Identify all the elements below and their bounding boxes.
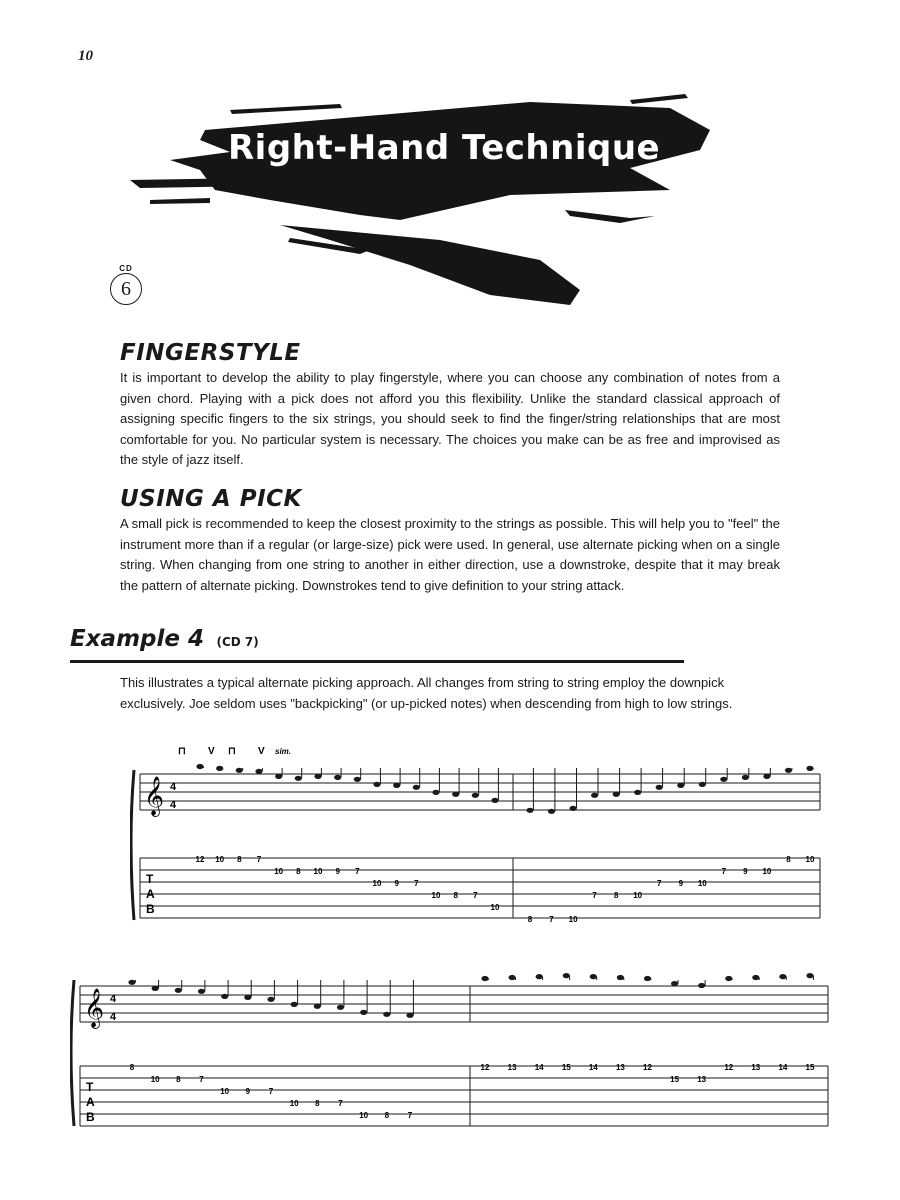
tab-fret-number: 9	[678, 879, 684, 888]
tab-fret-number: 10	[372, 879, 382, 888]
tab-fret-number: 10	[274, 867, 284, 876]
notehead	[255, 769, 262, 774]
tab-fret-number: 8	[384, 1111, 390, 1120]
tab-fret-number: 8	[613, 891, 619, 900]
tab-letter-b: B	[146, 902, 155, 916]
using-a-pick-section	[120, 486, 780, 596]
notehead	[267, 997, 274, 1002]
tab-fret-number: 10	[313, 867, 323, 876]
upstroke-mark: V	[258, 746, 265, 757]
notehead	[763, 774, 770, 779]
notehead	[337, 1005, 344, 1010]
title-banner	[110, 90, 710, 330]
using-a-pick-heading: USING A PICK	[120, 486, 302, 512]
tab-fret-number: 7	[592, 891, 597, 900]
treble-clef-icon: 𝄞	[144, 777, 165, 815]
notehead	[432, 790, 439, 795]
notehead	[383, 1012, 390, 1017]
tab-fret-number: 15	[561, 1063, 571, 1072]
tab-fret-number: 13	[751, 1063, 761, 1072]
tab-fret-number: 9	[335, 867, 340, 876]
tab-fret-number: 8	[786, 855, 791, 864]
heading-rule	[70, 660, 684, 663]
tab-letter-a: A	[86, 1095, 95, 1109]
tab-fret-number: 7	[407, 1111, 413, 1120]
tab-fret-number: 7	[256, 855, 262, 864]
tab-fret-number: 7	[414, 879, 419, 888]
tab-fret-number: 15	[805, 1063, 815, 1072]
treble-staff	[140, 774, 820, 810]
tab-fret-number: 9	[743, 867, 748, 876]
notehead	[406, 1013, 413, 1018]
tab-fret-number: 8	[453, 891, 458, 900]
treble-clef-icon: 𝄞	[84, 989, 105, 1027]
page-number: 10	[78, 48, 93, 64]
notehead	[373, 782, 380, 787]
notehead	[393, 783, 400, 788]
notehead	[671, 981, 678, 986]
tab-fret-number: 7	[656, 879, 662, 888]
example-cd-reference: (CD 7)	[216, 635, 259, 649]
tab-fret-number: 9	[245, 1087, 251, 1096]
tab-fret-number: 7	[721, 867, 727, 876]
tab-fret-number: 13	[507, 1063, 517, 1072]
time-signature-bottom: 4	[170, 799, 177, 811]
notehead	[291, 1002, 298, 1007]
notehead	[216, 766, 223, 771]
notehead	[570, 806, 577, 811]
notehead	[509, 975, 516, 980]
tab-fret-number: 10	[805, 855, 815, 864]
tab-staff	[140, 858, 820, 918]
notehead	[806, 973, 813, 978]
tab-fret-number: 8	[237, 855, 242, 864]
notehead	[314, 1004, 321, 1009]
time-signature-bottom: 4	[110, 1011, 117, 1023]
tab-fret-numbers	[130, 1063, 815, 1120]
notehead	[591, 793, 598, 798]
tab-fret-number: 8	[176, 1075, 181, 1084]
tab-fret-number: 8	[315, 1099, 320, 1108]
downstroke-mark: ⊓	[178, 746, 186, 757]
tab-fret-number: 10	[220, 1087, 230, 1096]
tab-fret-number: 7	[549, 915, 554, 924]
notehead	[725, 976, 732, 981]
brush-stroke-graphic	[110, 90, 710, 330]
tab-fret-number: 10	[215, 855, 225, 864]
tab-clef	[146, 872, 155, 916]
tab-letter-b: B	[86, 1110, 95, 1124]
tab-fret-number: 10	[697, 879, 707, 888]
upstroke-mark: V	[208, 746, 215, 757]
notehead	[175, 988, 182, 993]
tab-fret-number: 10	[633, 891, 643, 900]
tab-fret-number: 10	[359, 1111, 369, 1120]
notehead	[354, 777, 361, 782]
tab-fret-number: 10	[568, 915, 578, 924]
tab-fret-number: 7	[268, 1087, 274, 1096]
tab-clef	[86, 1080, 95, 1124]
notehead	[590, 974, 597, 979]
tab-fret-number: 10	[490, 903, 500, 912]
notehead	[677, 783, 684, 788]
music-system-2	[70, 960, 840, 1130]
tab-fret-number: 7	[199, 1075, 204, 1084]
notehead	[275, 774, 282, 779]
tab-fret-number: 10	[431, 891, 441, 900]
notehead	[698, 983, 705, 988]
notehead	[152, 986, 159, 991]
system-bracket	[131, 770, 134, 920]
notehead	[656, 785, 663, 790]
notehead	[295, 776, 302, 781]
music-system-1	[130, 740, 830, 925]
notehead	[779, 974, 786, 979]
notehead	[644, 976, 651, 981]
example-title: Example 4	[70, 626, 204, 652]
notehead	[613, 792, 620, 797]
tab-fret-number: 10	[762, 867, 772, 876]
notehead	[548, 809, 555, 814]
notehead	[742, 775, 749, 780]
tab-fret-numbers	[196, 855, 815, 924]
pick-direction-marks	[178, 746, 291, 757]
tab-fret-number: 14	[534, 1063, 544, 1072]
notehead	[785, 768, 792, 773]
notehead	[334, 775, 341, 780]
notehead	[806, 766, 813, 771]
notehead	[720, 777, 727, 782]
tab-fret-number: 12	[195, 855, 205, 864]
notehead	[221, 994, 228, 999]
notehead	[236, 768, 243, 773]
tab-fret-number: 10	[289, 1099, 299, 1108]
tab-fret-number: 13	[697, 1075, 707, 1084]
notehead	[536, 974, 543, 979]
tab-fret-number: 7	[338, 1099, 343, 1108]
tab-fret-number: 14	[588, 1063, 598, 1072]
notehead	[481, 976, 488, 981]
standard-notation-notes	[196, 764, 813, 814]
tab-fret-number: 12	[480, 1063, 490, 1072]
tab-letter-t: T	[86, 1080, 94, 1094]
tab-fret-number: 12	[643, 1063, 652, 1072]
notehead	[128, 980, 135, 985]
tab-fret-number: 14	[778, 1063, 788, 1072]
page-title: Right-Hand Technique	[228, 128, 661, 168]
fingerstyle-paragraph: It is important to develop the ability to play fingerstyle, where you can choose any combination of notes from a given chord. Playing with a pick does not afford you this flexibility. Unlike the standard classical approach of assigning specific fingers to the six strings, you should seek to find the finger/string relationships that are most comfortable for you. No particular system is necessary. The choices you make can be as free and improvised as the style of jazz itself.	[120, 370, 780, 467]
example-description: This illustrates a typical alternate picking approach. All changes from string to string employ the downpick exclusively. Joe seldom uses "backpicking" (or up-picked notes) when descending from high to low strings.	[120, 675, 733, 711]
tab-fret-number: 8	[129, 1063, 135, 1072]
tab-fret-number: 7	[473, 891, 478, 900]
cd-label: CD	[119, 264, 133, 273]
time-signature-top: 4	[170, 781, 177, 793]
notehead	[244, 995, 251, 1000]
notehead	[196, 764, 203, 769]
notehead	[452, 792, 459, 797]
notehead	[617, 975, 624, 980]
tab-fret-number: 8	[296, 867, 301, 876]
example-heading	[70, 626, 684, 652]
notehead	[752, 975, 759, 980]
notehead	[526, 808, 533, 813]
notehead	[413, 785, 420, 790]
sim-marking: sim.	[275, 747, 292, 756]
notehead	[472, 793, 479, 798]
tab-staff	[80, 1066, 828, 1126]
notehead	[314, 774, 321, 779]
treble-staff	[80, 986, 828, 1022]
notehead	[491, 798, 498, 803]
tab-fret-number: 7	[355, 867, 360, 876]
fingerstyle-heading: FINGERSTYLE	[120, 340, 301, 366]
notehead	[634, 790, 641, 795]
using-a-pick-paragraph: A small pick is recommended to keep the closest proximity to the strings as possible. This will help you to "feel" the instrument more than if a regular (or large-size) pick were used. In general, use alternate picking when on a single string. When changing from one string to another in either direction, use a downstroke, despite that it may break the pattern of alternate picking. Downstrokes tend to give definition to your string attack.	[120, 516, 780, 593]
tab-fret-number: 13	[615, 1063, 625, 1072]
notehead	[198, 989, 205, 994]
time-signature-top: 4	[110, 993, 117, 1005]
notehead	[360, 1010, 367, 1015]
tab-fret-number: 8	[527, 915, 533, 924]
fingerstyle-section	[120, 340, 780, 471]
downstroke-mark: ⊓	[228, 746, 236, 757]
tab-fret-number: 15	[670, 1075, 680, 1084]
tab-fret-number: 12	[724, 1063, 734, 1072]
notehead	[699, 782, 706, 787]
notehead	[563, 973, 570, 978]
cd-track-badge	[108, 264, 144, 305]
tab-letter-a: A	[146, 887, 155, 901]
tab-letter-t: T	[146, 872, 154, 886]
system-bracket	[71, 980, 74, 1126]
cd-track-number: 6	[110, 273, 142, 305]
tab-fret-number: 10	[150, 1075, 160, 1084]
tab-fret-number: 9	[394, 879, 399, 888]
